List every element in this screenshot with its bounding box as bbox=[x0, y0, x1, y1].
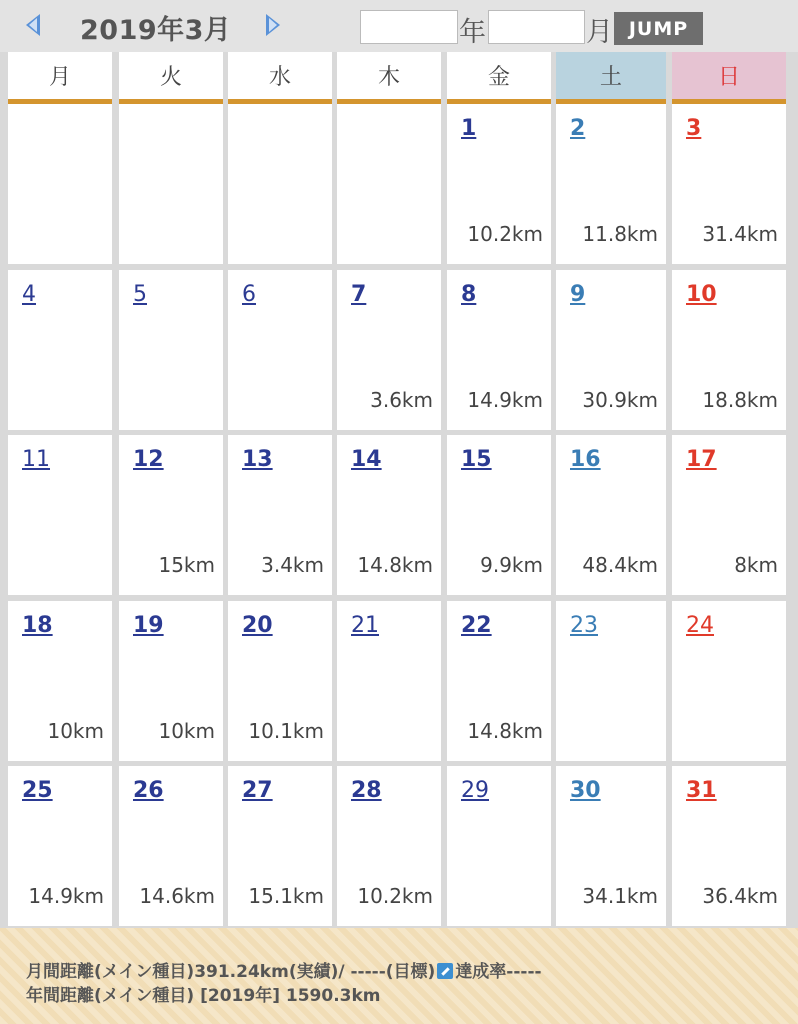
month-navigation bbox=[0, 0, 798, 52]
empty-day-cell bbox=[228, 104, 332, 264]
month-title: 2019年3月 bbox=[80, 15, 232, 46]
jump-button[interactable]: JUMP bbox=[614, 12, 703, 45]
weekday-header: 火 bbox=[119, 52, 223, 104]
day-number-link[interactable]: 26 bbox=[133, 778, 164, 803]
day-cell bbox=[337, 601, 441, 761]
day-number-link[interactable]: 20 bbox=[242, 612, 273, 638]
day-number-link[interactable]: 14 bbox=[351, 447, 382, 472]
day-cell bbox=[228, 766, 332, 926]
day-cell bbox=[556, 766, 666, 926]
day-number-link[interactable]: 21 bbox=[351, 612, 379, 638]
day-distance: 14.8km bbox=[467, 718, 543, 743]
day-distance: 31.4km bbox=[702, 222, 778, 246]
day-number-link[interactable]: 12 bbox=[133, 447, 164, 472]
day-cell bbox=[672, 601, 786, 761]
day-number-link[interactable]: 23 bbox=[570, 612, 598, 638]
day-number-link[interactable]: 25 bbox=[22, 778, 53, 803]
day-number-link[interactable]: 13 bbox=[242, 447, 273, 472]
yearly-distance-line: 年間距離(メイン種目) [2019年] 1590.3km bbox=[26, 986, 381, 1006]
day-distance: 9.9km bbox=[480, 553, 543, 577]
weekday-header: 木 bbox=[337, 52, 441, 104]
day-distance: 8km bbox=[734, 553, 778, 577]
distance-summary bbox=[26, 960, 542, 1008]
day-number-link[interactable]: 15 bbox=[461, 447, 492, 472]
day-cell bbox=[556, 270, 666, 430]
day-cell bbox=[672, 766, 786, 926]
day-distance: 18.8km bbox=[702, 387, 778, 412]
empty-day-cell bbox=[119, 104, 223, 264]
day-distance: 15km bbox=[158, 553, 215, 577]
day-cell bbox=[672, 104, 786, 264]
day-cell bbox=[672, 270, 786, 430]
day-number-link[interactable]: 3 bbox=[686, 116, 702, 141]
edit-icon[interactable] bbox=[437, 963, 453, 979]
next-month-icon[interactable] bbox=[266, 14, 280, 36]
day-distance: 48.4km bbox=[582, 553, 658, 577]
day-number-link[interactable]: 6 bbox=[242, 281, 256, 307]
day-cell bbox=[447, 435, 551, 595]
day-cell bbox=[8, 435, 112, 595]
day-number-link[interactable]: 1 bbox=[461, 116, 477, 141]
day-cell bbox=[337, 270, 441, 430]
day-distance: 11.8km bbox=[582, 222, 658, 246]
day-number-link[interactable]: 9 bbox=[570, 281, 586, 307]
day-number-link[interactable]: 7 bbox=[351, 281, 367, 307]
monthly-distance-text: 月間距離(メイン種目)391.24km(実績)/ -----(目標) bbox=[26, 962, 436, 982]
day-distance: 10.2km bbox=[357, 884, 433, 908]
weekday-header: 月 bbox=[8, 52, 112, 104]
day-distance: 10km bbox=[47, 718, 104, 743]
day-cell bbox=[556, 601, 666, 761]
day-cell bbox=[228, 601, 332, 761]
day-cell bbox=[228, 435, 332, 595]
day-cell bbox=[447, 270, 551, 430]
day-cell bbox=[672, 435, 786, 595]
day-cell bbox=[447, 104, 551, 264]
day-distance: 10km bbox=[158, 718, 215, 743]
day-number-link[interactable]: 24 bbox=[686, 612, 714, 638]
day-number-link[interactable]: 8 bbox=[461, 281, 477, 307]
day-cell bbox=[119, 270, 223, 430]
day-cell bbox=[119, 766, 223, 926]
day-distance: 14.9km bbox=[467, 387, 543, 412]
day-cell bbox=[8, 601, 112, 761]
day-distance: 14.6km bbox=[139, 884, 215, 908]
day-number-link[interactable]: 5 bbox=[133, 281, 147, 307]
day-number-link[interactable]: 10 bbox=[686, 281, 717, 307]
day-cell bbox=[8, 270, 112, 430]
year-unit-label: 年 bbox=[459, 17, 486, 48]
day-number-link[interactable]: 30 bbox=[570, 778, 601, 803]
day-number-link[interactable]: 17 bbox=[686, 447, 717, 472]
weekday-header: 土 bbox=[556, 52, 666, 104]
day-number-link[interactable]: 18 bbox=[22, 612, 53, 638]
empty-day-cell bbox=[337, 104, 441, 264]
month-input[interactable] bbox=[488, 10, 585, 44]
weekday-header: 金 bbox=[447, 52, 551, 104]
day-distance: 10.2km bbox=[467, 222, 543, 246]
day-distance: 15.1km bbox=[248, 884, 324, 908]
weekday-header: 水 bbox=[228, 52, 332, 104]
day-number-link[interactable]: 31 bbox=[686, 778, 717, 803]
day-number-link[interactable]: 22 bbox=[461, 612, 492, 638]
day-distance: 3.4km bbox=[261, 553, 324, 577]
calendar-grid bbox=[0, 52, 798, 928]
day-number-link[interactable]: 28 bbox=[351, 778, 382, 803]
day-cell bbox=[119, 601, 223, 761]
day-number-link[interactable]: 29 bbox=[461, 778, 489, 803]
day-cell bbox=[337, 435, 441, 595]
day-distance: 34.1km bbox=[582, 884, 658, 908]
monthly-distance-line bbox=[26, 960, 542, 984]
day-cell bbox=[8, 766, 112, 926]
day-distance: 3.6km bbox=[370, 387, 433, 412]
day-distance: 14.8km bbox=[357, 553, 433, 577]
day-number-link[interactable]: 19 bbox=[133, 612, 164, 638]
day-distance: 30.9km bbox=[582, 387, 658, 412]
day-cell bbox=[447, 601, 551, 761]
day-cell bbox=[119, 435, 223, 595]
day-number-link[interactable]: 2 bbox=[570, 116, 586, 141]
year-input[interactable] bbox=[360, 10, 458, 44]
weekday-header: 日 bbox=[672, 52, 786, 104]
day-number-link[interactable]: 16 bbox=[570, 447, 601, 472]
empty-day-cell bbox=[8, 104, 112, 264]
day-cell bbox=[228, 270, 332, 430]
day-number-link[interactable]: 11 bbox=[22, 447, 50, 472]
day-number-link[interactable]: 4 bbox=[22, 281, 36, 307]
day-distance: 10.1km bbox=[248, 718, 324, 743]
day-distance: 14.9km bbox=[28, 884, 104, 908]
achievement-rate-text: 達成率----- bbox=[455, 962, 542, 982]
day-number-link[interactable]: 27 bbox=[242, 778, 273, 803]
month-unit-label: 月 bbox=[586, 17, 613, 48]
previous-month-icon[interactable] bbox=[26, 14, 40, 36]
day-cell bbox=[447, 766, 551, 926]
day-distance: 36.4km bbox=[702, 884, 778, 908]
day-cell bbox=[556, 435, 666, 595]
day-cell bbox=[556, 104, 666, 264]
day-cell bbox=[337, 766, 441, 926]
